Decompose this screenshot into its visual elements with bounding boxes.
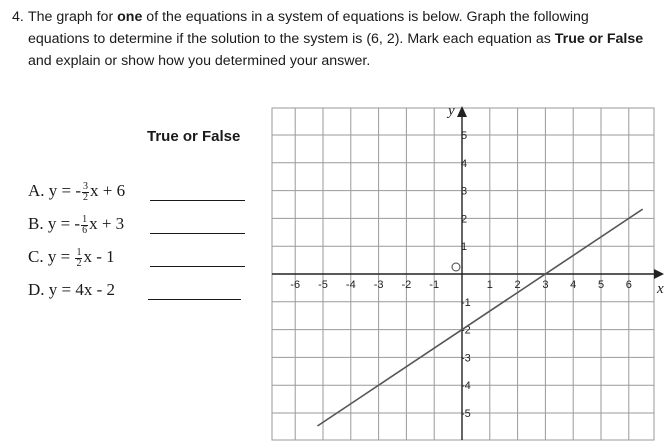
equation-a: A. y = - $\frac{3}{2}$ x + 6 (28, 180, 126, 203)
y-tick-label: 5 (461, 130, 468, 142)
true-false-header: True or False (147, 128, 241, 145)
y-tick-label: 4 (461, 157, 468, 170)
x-axis-arrow (654, 269, 664, 279)
y-tick-label: -3 (461, 352, 471, 365)
question-number: 4. (12, 9, 24, 25)
x-tick-label: 1 (486, 279, 493, 291)
y-axis-label: y (448, 103, 455, 119)
equation-b: B. y = - $\frac{1}{6}$ x + 3 (28, 213, 125, 236)
question-text: The graph for one of the equations in a system of equations is below. Graph the following equations to determine if the solution to the system is (6, 2). Mark each equation as True or False and explain or show how you determined your answer. (28, 9, 644, 69)
x-tick-label: 5 (597, 279, 605, 291)
x-tick-label: 3 (542, 279, 549, 291)
x-tick-label: -1 (429, 279, 440, 291)
fraction: $\frac{1}{2}$ (76, 246, 82, 269)
y-tick-label: -2 (461, 324, 471, 337)
x-axis-label: x (657, 281, 664, 297)
x-tick-label: 4 (570, 279, 577, 291)
x-tick-label: -5 (318, 279, 328, 291)
y-tick-label: 1 (461, 241, 468, 254)
y-tick-label: -1 (461, 296, 471, 309)
equation-c: C. y = $\frac{1}{2}$ x - 1 (28, 246, 115, 269)
tick-labels (290, 130, 632, 420)
origin-marker (452, 263, 460, 271)
fraction: $\frac{3}{2}$ (83, 180, 89, 203)
x-tick-label: -6 (290, 279, 301, 291)
fraction: $\frac{1}{6}$ (82, 213, 88, 236)
plotted-line-layer (317, 209, 642, 426)
y-tick-label: 3 (461, 185, 468, 198)
equation-d: D. y = 4x - 2 (28, 280, 116, 299)
x-tick-label: -3 (373, 279, 384, 291)
x-tick-label: -4 (345, 279, 356, 291)
graphed-equation-line (317, 209, 642, 426)
x-tick-label: -2 (401, 279, 412, 291)
x-tick-label: 6 (625, 279, 632, 291)
y-tick-label: 2 (461, 213, 468, 226)
y-tick-label: -5 (461, 408, 471, 420)
y-tick-label: -4 (461, 380, 471, 393)
x-tick-label: 2 (514, 279, 521, 291)
